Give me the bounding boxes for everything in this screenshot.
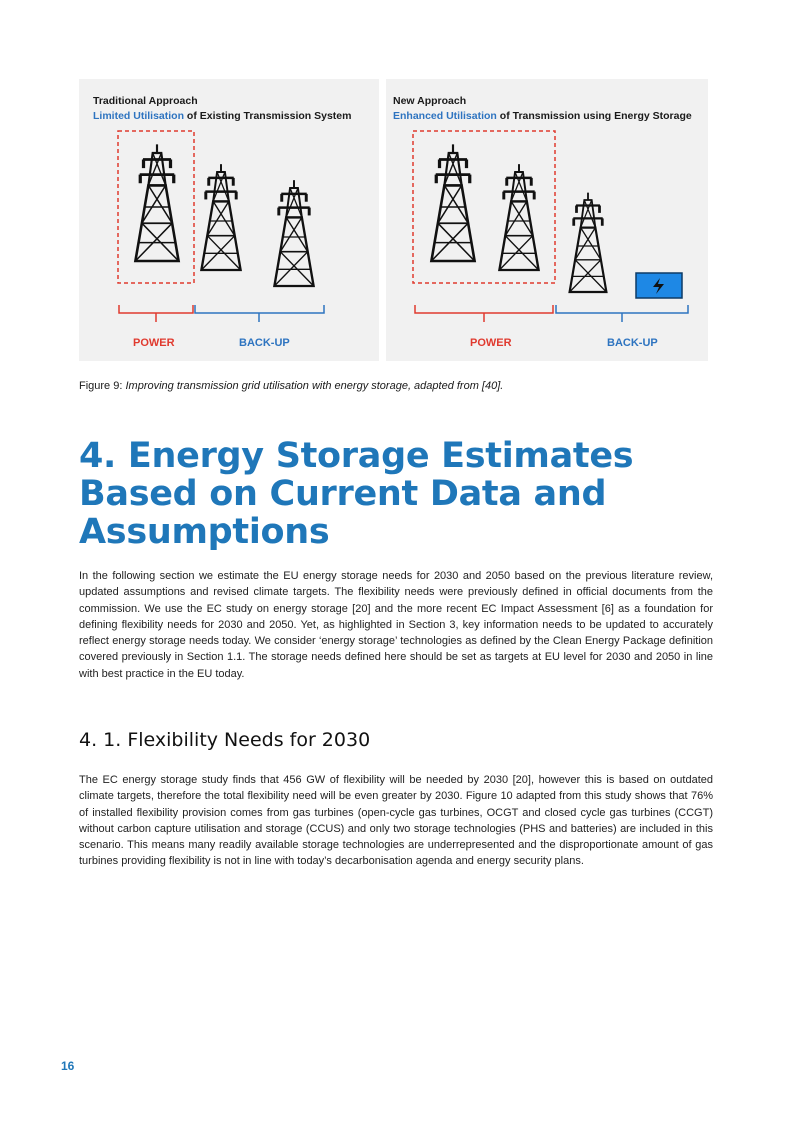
page-number: 16 [61, 1059, 75, 1073]
subsection-title: 4. 1. Flexibility Needs for 2030 [79, 729, 371, 751]
figure-caption [79, 380, 503, 392]
power-label: POWER [133, 337, 175, 349]
backup-label: BACK-UP [239, 337, 290, 349]
backup-label: BACK-UP [607, 337, 658, 349]
power-label: POWER [470, 337, 512, 349]
transmission-tower-icon [431, 144, 474, 261]
new-approach-heading: New Approach Enhanced Utilisation of Transmission using Energy Storage [393, 95, 692, 122]
figure-panel-new [386, 79, 708, 361]
section-paragraph: In the following section we estimate the EU energy storage needs for 2030 and 2050 based on the previous literature review, updated assumptions and revised climate targets. The flexibility needs were previously defined in official documents from the commission. We use the EC study on energy storage [20] and the more recent EC Impact Assessment [6] as a foundation for defining flexibility needs for 2030 and 2050. Yet, as highlighted in Section 3, key information needs to be updated to accurately reflect energy storage needs today. We consider ‘energy storage’ technologies as defined by the Clean Energy Package definition covered previously in Section 1.1. The storage needs defined here should be set as targets at EU level for 2030 and 2050 in line with best practice in the EU today. [79, 570, 713, 680]
transmission-tower-icon [274, 180, 313, 286]
figure-caption-text: Improving transmission grid utilisation with energy storage, adapted from [40]. [122, 380, 504, 392]
transmission-tower-icon [135, 144, 178, 261]
transmission-tower-icon [201, 164, 240, 270]
transmission-tower-icon [499, 164, 538, 270]
battery-storage-icon [636, 273, 682, 298]
traditional-approach-heading: Traditional Approach Limited Utilisation of Existing Transmission System [93, 95, 352, 122]
figure-caption-label: Figure 9: [79, 380, 123, 392]
figure-panel-traditional [79, 79, 379, 361]
transmission-tower-icon [570, 193, 607, 292]
section-title: 4. Energy Storage Estimates Based on Current Data and Assumptions [79, 436, 634, 552]
subsection-paragraph: The EC energy storage study finds that 456 GW of flexibility will be needed by 2030 [20], however this is based on outdated climate targets, therefore the total flexibility need will be even greater by 2030. Figure 10 adapted from this study shows that 76% of installed flexibility provision comes from gas turbines (open-cycle gas turbines, OCGT and closed cycle gas turbines (CCGT) without carbon capture utilisation and storage (CCUS) and only two storage technologies (PHS and batteries) are included in this scenario. This means many readily available storage technologies are underrepresented and the disproportionate amount of gas turbines providing flexibility is not in line with today’s decarbonisation agenda and energy security plans. [79, 774, 713, 868]
